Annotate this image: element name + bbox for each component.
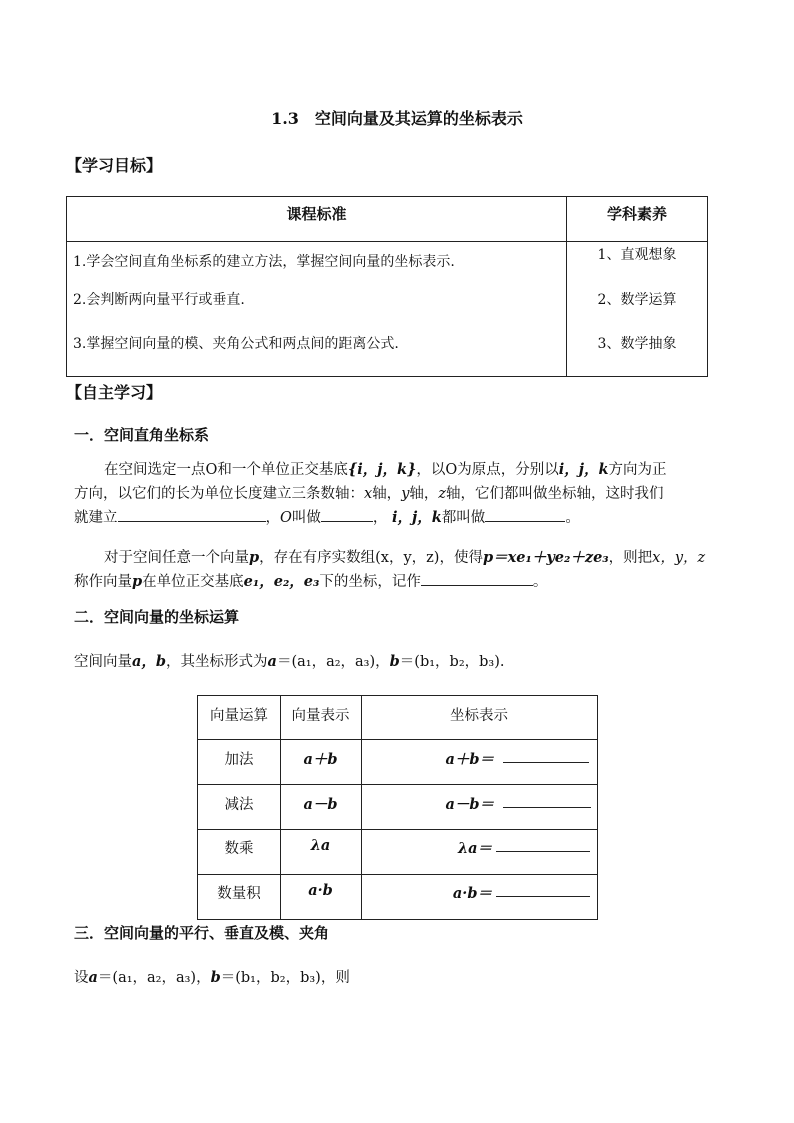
blank-coordinates[interactable] — [421, 571, 533, 586]
blank-dot[interactable] — [496, 882, 590, 897]
section-3-heading: 三．空间向量的平行、垂直及模、夹角 — [74, 924, 330, 942]
blank-coordinate-system[interactable] — [118, 507, 266, 522]
col-standard-header: 课程标准 — [286, 205, 347, 223]
goals-heading: 【学习目标】 — [66, 156, 163, 175]
blank-add[interactable] — [503, 748, 589, 763]
formula-scalar: λa＝ — [457, 840, 492, 857]
sec1-line-5: 称作向量p在单位正交基底e₁，e₂，e₃下的坐标，记作 。 — [74, 573, 548, 590]
sec1-line-4: 对于空间任意一个向量p，存在有序实数组(x，y，z)，使得p＝xe₁＋ye₂＋ze₃，则把x，y，z — [104, 549, 706, 566]
standard-2: 2.会判断两向量平行或垂直. — [73, 292, 245, 308]
op-add: 加法 — [224, 752, 254, 768]
expr-sub: a－b — [303, 796, 338, 813]
header-operation: 向量运算 — [210, 708, 268, 724]
blank-coordinate-vectors[interactable] — [485, 507, 565, 522]
op-dot: 数量积 — [217, 886, 261, 902]
standard-3: 3.掌握空间向量的模、夹角公式和两点间的距离公式. — [73, 336, 399, 352]
sec3-line: 设a＝(a₁，a₂，a₃)，b＝(b₁，b₂，b₃)，则 — [74, 969, 350, 986]
formula-sub: a－b＝ — [445, 796, 494, 813]
section-2-heading: 二．空间向量的坐标运算 — [74, 608, 240, 626]
literacy-2: 2、数学运算 — [597, 292, 677, 308]
sec1-line-2: 方向，以它们的长为单位长度建立三条数轴：x轴，y轴，z轴，它们都叫做坐标轴，这时我们 — [74, 486, 664, 502]
expr-dot: a·b — [308, 882, 333, 899]
operations-table — [197, 695, 598, 920]
blank-sub[interactable] — [503, 793, 591, 808]
page-title: 1.3 空间向量及其运算的坐标表示 — [271, 109, 523, 128]
sec2-intro: 空间向量a，b，其坐标形式为a＝(a₁，a₂，a₃)，b＝(b₁，b₂，b₃). — [74, 653, 505, 670]
formula-dot: a·b＝ — [452, 885, 492, 902]
sec1-line-1: 在空间选定一点O和一个单位正交基底{i，j，k}，以O为原点，分别以i，j，k方向为正 — [104, 461, 667, 478]
header-coordinate-form: 坐标表示 — [450, 708, 508, 724]
formula-add: a＋b＝ — [445, 751, 494, 768]
header-vector-form: 向量表示 — [291, 708, 350, 724]
col-literacy-header: 学科素养 — [606, 205, 667, 223]
goals-table — [66, 196, 708, 377]
standard-1: 1.学会空间直角坐标系的建立方法，掌握空间向量的坐标表示. — [73, 254, 455, 270]
op-scalar: 数乘 — [224, 841, 254, 857]
expr-scalar: λa — [310, 837, 331, 854]
self-study-heading: 【自主学习】 — [66, 383, 163, 402]
sec1-line-3: 就建立 ，O叫做 ， i，j，k都叫做 。 — [74, 509, 580, 526]
blank-scalar[interactable] — [496, 837, 590, 852]
expr-add: a＋b — [303, 751, 338, 768]
literacy-3: 3、数学抽象 — [597, 336, 677, 352]
literacy-1: 1、直观想象 — [597, 247, 677, 263]
section-1-heading: 一．空间直角坐标系 — [74, 426, 210, 444]
blank-origin[interactable] — [321, 507, 373, 522]
op-sub: 减法 — [224, 797, 254, 813]
